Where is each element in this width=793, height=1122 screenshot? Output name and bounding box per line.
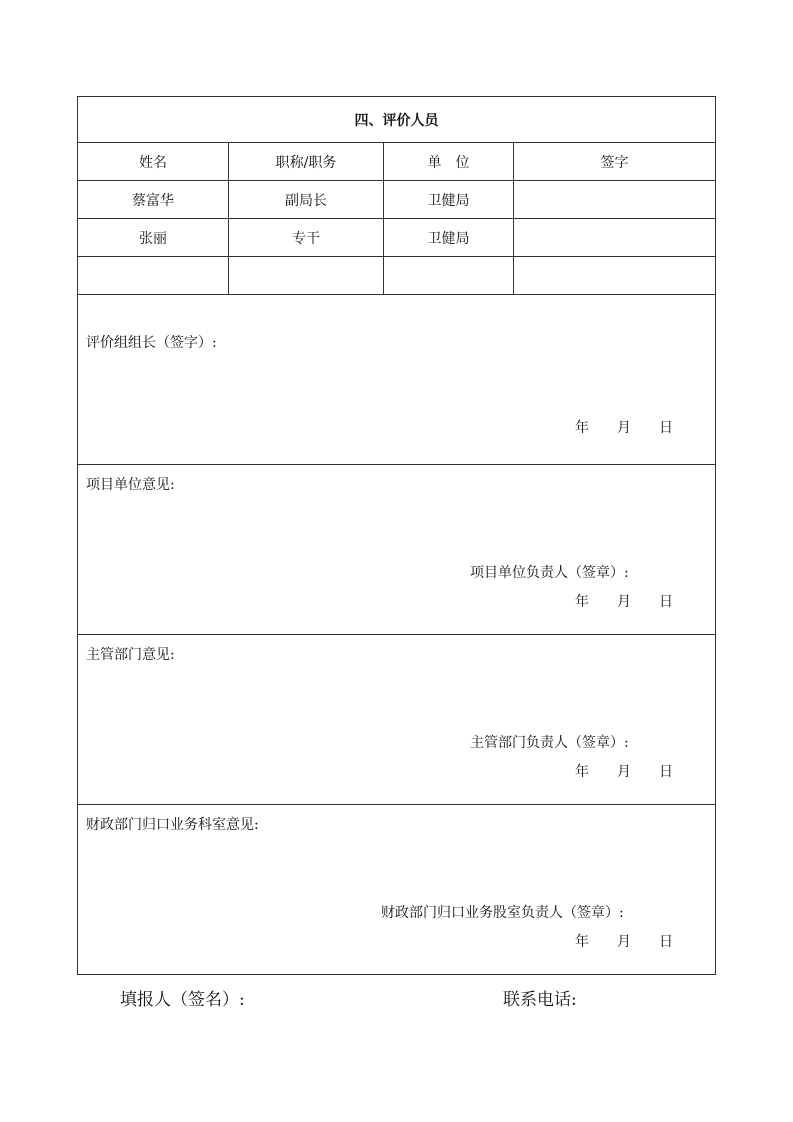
column-header-title: 职称/职务 bbox=[229, 143, 384, 181]
cell-unit[interactable] bbox=[384, 257, 514, 295]
table-row bbox=[78, 257, 716, 295]
date-month: 月 bbox=[617, 420, 631, 436]
date-month: 月 bbox=[617, 934, 631, 950]
supervisor-signer: 主管部门负责人（签章）: bbox=[470, 735, 629, 751]
cell-name[interactable] bbox=[78, 257, 229, 295]
date-day: 日 bbox=[659, 420, 673, 436]
header-row bbox=[78, 143, 716, 181]
date-day: 日 bbox=[659, 764, 673, 780]
column-header-name: 姓名 bbox=[78, 143, 229, 181]
date-month: 月 bbox=[617, 594, 631, 610]
cell-unit: 卫健局 bbox=[384, 219, 514, 257]
project-unit-date bbox=[575, 591, 673, 611]
project-unit-signer: 项目单位负责人（签章）: bbox=[470, 565, 629, 581]
cell-signature[interactable] bbox=[514, 219, 716, 257]
cell-title: 副局长 bbox=[229, 181, 384, 219]
finance-label: 财政部门归口业务科室意见: bbox=[86, 817, 259, 833]
cell-name: 张丽 bbox=[78, 219, 229, 257]
date-year: 年 bbox=[575, 594, 589, 610]
title-row bbox=[78, 97, 716, 143]
cell-title[interactable] bbox=[229, 257, 384, 295]
evaluation-form bbox=[77, 96, 716, 975]
cell-signature[interactable] bbox=[514, 257, 716, 295]
finance-section bbox=[78, 805, 716, 975]
supervisor-label: 主管部门意见: bbox=[86, 647, 175, 663]
date-day: 日 bbox=[659, 934, 673, 950]
date-year: 年 bbox=[575, 934, 589, 950]
date-month: 月 bbox=[617, 764, 631, 780]
leader-section bbox=[78, 295, 716, 465]
filler-signature-label: 填报人（签名）: bbox=[120, 990, 245, 1010]
leader-date bbox=[575, 417, 673, 437]
cell-unit: 卫健局 bbox=[384, 181, 514, 219]
table-row bbox=[78, 219, 716, 257]
contact-phone-label: 联系电话: bbox=[503, 990, 577, 1010]
date-day: 日 bbox=[659, 594, 673, 610]
project-unit-section bbox=[78, 465, 716, 635]
supervisor-date bbox=[575, 761, 673, 781]
finance-date bbox=[575, 931, 673, 951]
project-unit-label: 项目单位意见: bbox=[86, 477, 175, 493]
section-title: 四、评价人员 bbox=[78, 97, 716, 143]
date-year: 年 bbox=[575, 420, 589, 436]
column-header-unit: 单 位 bbox=[384, 143, 514, 181]
supervisor-section bbox=[78, 635, 716, 805]
date-year: 年 bbox=[575, 764, 589, 780]
leader-label: 评价组组长（签字）: bbox=[86, 335, 217, 351]
column-header-signature: 签字 bbox=[514, 143, 716, 181]
table-row bbox=[78, 181, 716, 219]
finance-signer: 财政部门归口业务股室负责人（签章）: bbox=[381, 905, 624, 921]
cell-title: 专干 bbox=[229, 219, 384, 257]
cell-signature[interactable] bbox=[514, 181, 716, 219]
cell-name: 蔡富华 bbox=[78, 181, 229, 219]
